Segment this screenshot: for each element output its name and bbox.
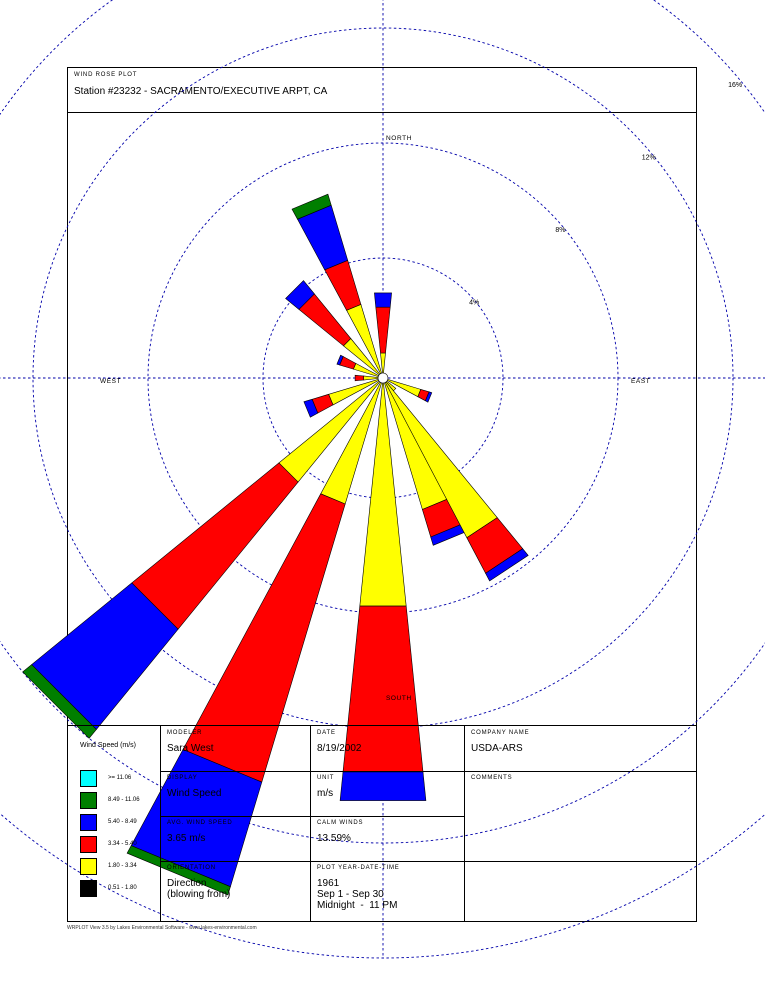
comments-cell xyxy=(464,771,696,861)
software-credit: WRPLOT View 3.5 by Lakes Environmental Software - www.lakes-environmental.com xyxy=(67,925,257,931)
plot-time-label: PLOT YEAR-DATE-TIME xyxy=(317,865,400,871)
calm-cell xyxy=(310,816,464,861)
info-panel xyxy=(68,725,696,921)
legend-item xyxy=(80,880,166,898)
plot-type-label: WIND ROSE PLOT xyxy=(74,72,138,78)
petal-segment xyxy=(364,376,378,380)
comments-label: COMMENTS xyxy=(471,775,513,781)
display-value: Wind Speed xyxy=(167,788,222,799)
legend-title: Wind Speed (m/s) xyxy=(80,742,137,749)
legend-swatch xyxy=(80,858,97,875)
legend-label: >= 11.06 xyxy=(108,775,132,781)
date-cell xyxy=(310,726,464,771)
plot-time-cell xyxy=(310,861,464,922)
south-label: SOUTH xyxy=(386,695,412,702)
empty-cell xyxy=(464,861,696,922)
avg-speed-cell xyxy=(160,816,310,861)
wind-rose-frame xyxy=(67,67,743,922)
company-value: USDA-ARS xyxy=(471,743,523,754)
petal-segment xyxy=(355,375,364,381)
display-cell xyxy=(160,771,310,816)
company-cell xyxy=(464,726,696,771)
legend-label: 3.34 - 5.40 xyxy=(108,841,137,847)
date-value: 8/19/2002 xyxy=(317,743,362,754)
orientation-cell xyxy=(160,861,310,922)
legend-label: 5.40 - 8.49 xyxy=(108,819,137,825)
legend-label: 8.49 - 11.06 xyxy=(108,797,140,803)
legend-item xyxy=(80,836,166,854)
unit-value: m/s xyxy=(317,788,334,799)
petal-segment xyxy=(376,307,390,353)
station-title: Station #23232 - SACRAMENTO/EXECUTIVE ARPT, CA xyxy=(74,86,328,97)
legend-swatch xyxy=(80,792,97,809)
divider xyxy=(160,816,464,817)
ring-label: 8% xyxy=(555,226,566,234)
ring-label: 4% xyxy=(469,299,480,307)
orientation-value: Direction (blowing from) xyxy=(167,878,231,900)
legend-item xyxy=(80,792,166,810)
display-label: DISPLAY xyxy=(167,775,198,781)
legend-swatch xyxy=(80,814,97,831)
east-label: EAST xyxy=(631,378,651,385)
north-label: NORTH xyxy=(386,135,412,142)
avg-speed-value: 3.65 m/s xyxy=(167,833,206,844)
orientation-label: ORIENTATION xyxy=(167,865,216,871)
modeler-label: MODELER xyxy=(167,730,203,736)
ring-label: 16% xyxy=(728,82,743,90)
modeler-cell xyxy=(160,726,310,771)
legend-swatch xyxy=(80,880,97,897)
divider xyxy=(160,771,696,772)
modeler-value: Sara West xyxy=(167,743,214,754)
avg-speed-label: AVG. WIND SPEED xyxy=(167,820,233,826)
legend-item xyxy=(80,814,166,832)
date-label: DATE xyxy=(317,730,336,736)
legend-swatch xyxy=(80,770,97,787)
unit-cell xyxy=(310,771,464,816)
west-label: WEST xyxy=(100,378,122,385)
petal-segment xyxy=(374,293,391,307)
legend xyxy=(68,726,160,922)
calm-value: 13.59% xyxy=(317,833,351,844)
plot-time-value: 1961 Sep 1 - Sep 30 Midnight - 11 PM xyxy=(317,878,398,911)
calm-circle xyxy=(378,373,388,383)
company-label: COMPANY NAME xyxy=(471,730,530,736)
petal-w xyxy=(355,375,378,381)
unit-label: UNIT xyxy=(317,775,335,781)
legend-swatch xyxy=(80,836,97,853)
calm-label: CALM WINDS xyxy=(317,820,364,826)
plot-header xyxy=(68,68,696,113)
legend-label: 1.80 - 3.34 xyxy=(108,863,137,869)
petal-se2 xyxy=(385,382,528,581)
legend-label: 0.51 - 1.80 xyxy=(108,885,137,891)
legend-item xyxy=(80,858,166,876)
ring-label: 12% xyxy=(641,154,656,162)
petal-segment xyxy=(381,353,386,373)
legend-item xyxy=(80,770,166,788)
divider xyxy=(160,861,696,862)
